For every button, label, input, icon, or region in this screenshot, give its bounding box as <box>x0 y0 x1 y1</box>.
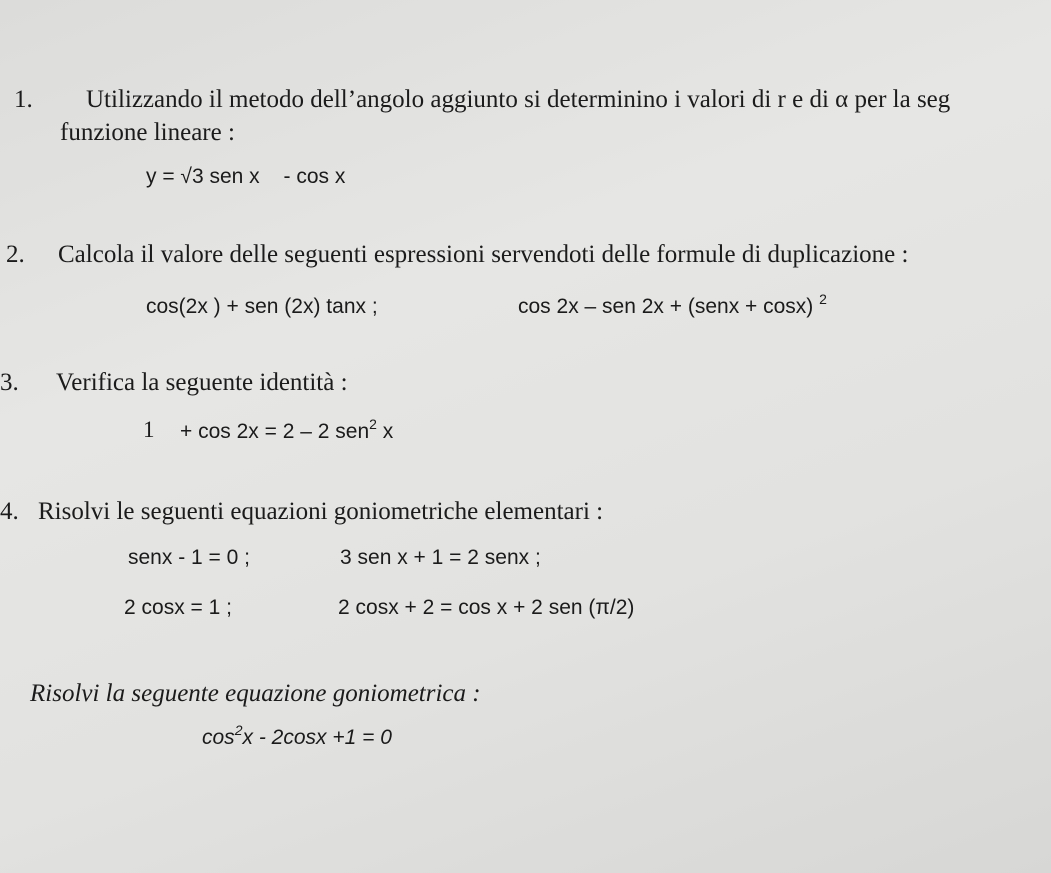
q5-equation-cos: cos <box>202 726 235 749</box>
q3-number: 3. <box>0 369 19 396</box>
q4-number: 4. <box>0 498 19 525</box>
q3-identity-end: x <box>376 420 394 443</box>
q1-number: 1. <box>14 86 33 113</box>
q1-formula-lhs: y = √3 sen x <box>146 165 260 188</box>
q2-text: Calcola il valore delle seguenti espressioni servendoti delle formule di duplicazione : <box>58 241 909 268</box>
q3-text: Verifica la seguente identità : <box>56 369 348 396</box>
q2-expression-b-base: cos 2x – sen 2x + (senx + cosx) <box>518 295 814 318</box>
q2-expression-a: cos(2x ) + sen (2x) tanx ; <box>146 295 378 318</box>
q3-identity <box>180 416 394 444</box>
q1-formula-rest: - cos x <box>283 165 346 188</box>
q4-equation-3: 2 cosx = 1 ; <box>124 596 232 619</box>
q1-text-line2: funzione lineare : <box>60 119 235 146</box>
q1-text-line1: Utilizzando il metodo dell’angolo aggiunto si determinino i valori di r e di α per la seg <box>86 86 951 113</box>
q1-formula <box>146 165 345 189</box>
q4-equation-2: 3 sen x + 1 = 2 senx ; <box>340 546 541 569</box>
q2-expression-b-exponent: 2 <box>819 291 827 307</box>
q2-number: 2. <box>6 241 25 268</box>
q5-equation-exponent: 2 <box>234 722 243 738</box>
q5-text: Risolvi la seguente equazione goniometrica : <box>30 680 481 707</box>
q3-lhs: 1 <box>143 417 155 442</box>
q5-equation <box>202 722 392 750</box>
q5-equation-rest: x - 2cosx +1 = 0 <box>242 726 392 749</box>
q4-equation-1: senx - 1 = 0 ; <box>128 546 250 569</box>
q3-identity-exponent: 2 <box>369 416 377 432</box>
q4-equation-4: 2 cosx + 2 = cos x + 2 sen (π/2) <box>338 596 635 619</box>
q4-text: Risolvi le seguenti equazioni goniometriche elementari : <box>38 498 604 525</box>
q3-identity-main: + cos 2x = 2 – 2 sen <box>180 420 370 443</box>
q2-expression-b <box>518 291 827 319</box>
